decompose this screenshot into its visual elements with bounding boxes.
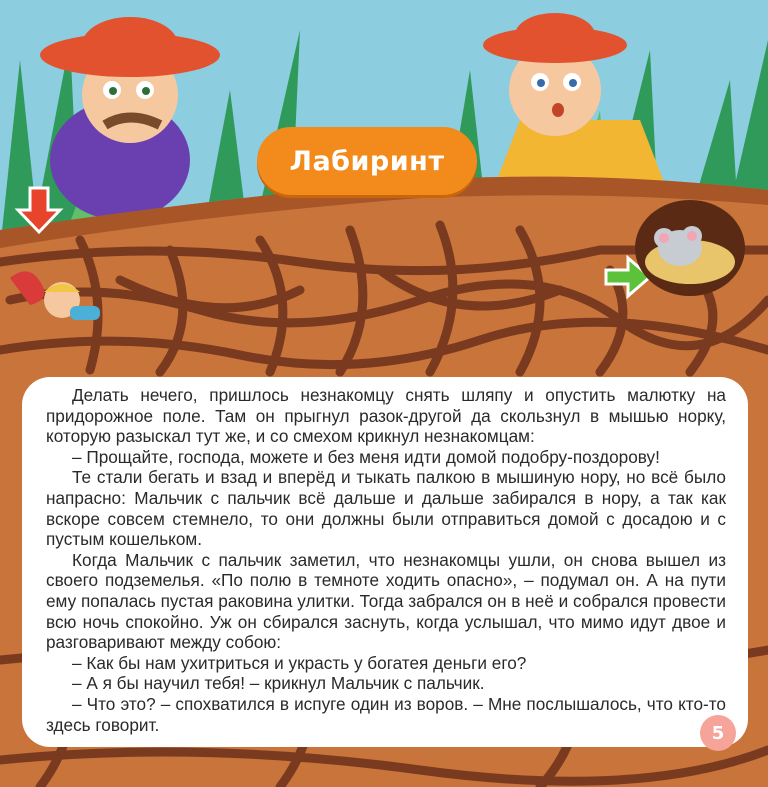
paragraph: – Что это? – спохватился в испуге один из воров. – Мне послышалось, что кто-то здесь говорит. [46,693,726,735]
paragraph: Когда Мальчик с пальчик заметил, что незнакомцы ушли, он снова вышел из своего подземелья. «По полю в темноте ходить опасно», – подумал он. А на пути ему попалась пустая раковина улитки. Тогда забрался он в неё и собрался провести всю ночь спокойно. Уж он сбирался заснуть, когда услышал, что мимо идут двое и разговаривают между собою: [46,549,726,653]
paragraph: Те стали бегать и взад и вперёд и тыкать палкою в мышиную нору, но всё было напрасно: Мальчик с пальчик всё дальше и дальше забирался в нору, а так как вскоре совсем стемнело, то они должны были отправиться домой с досадою и с пустым кошельком. [46,467,726,550]
paragraph: – Прощайте, господа, можете и без меня идти домой подобру-поздорову! [72,446,660,467]
page-title: Лабиринт [289,145,445,177]
story-text-card [22,377,748,747]
page-number-badge [700,715,736,751]
mouse-burrow [635,200,745,296]
paragraph: – А я бы научил тебя! – крикнул Мальчик с пальчик. [72,673,485,694]
paragraph: – Как бы нам ухитриться и украсть у богатея деньги его? [72,652,527,673]
page-number: 5 [711,722,725,744]
paragraph: Делать нечего, пришлось незнакомцу снять шляпу и опустить малютку на придорожное поле. Там он прыгнул разок-другой да скользнул в мышью норку, которую разыскал тут же, и со смехом крикнул незнакомцам: [46,385,726,447]
title-badge [257,127,477,195]
